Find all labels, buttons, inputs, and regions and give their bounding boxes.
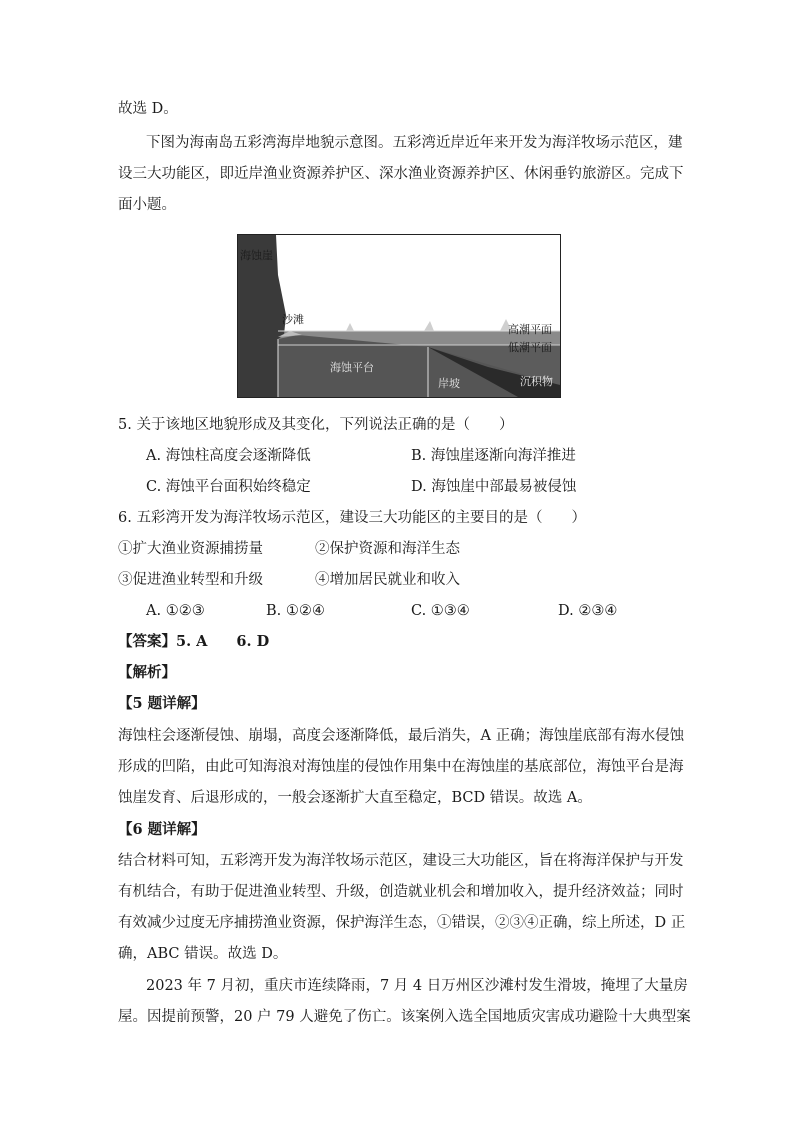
q6-option-d: D. ②③④	[558, 603, 618, 619]
label-low-tide: 低潮平面	[508, 341, 552, 354]
detail-6-line: 确，ABC 错误。故选 D。	[118, 946, 288, 962]
q5-option-a: A. 海蚀柱高度会逐渐降低	[146, 448, 311, 464]
coastal-landform-figure	[237, 234, 561, 398]
q6-option-b: B. ①②④	[266, 603, 325, 619]
label-beach: 沙滩	[282, 313, 304, 326]
text-line: 设三大功能区，即近岸渔业资源养护区、深水渔业资源养护区、休闲垂钓旅游区。完成下	[118, 166, 684, 182]
text-line: 故选 D。	[118, 101, 178, 117]
q6-statement-4: ④增加居民就业和收入	[315, 572, 460, 588]
question-6-stem: 6. 五彩湾开发为海洋牧场示范区，建设三大功能区的主要目的是（ ）	[118, 510, 586, 526]
detail-5-line: 海蚀柱会逐渐侵蚀、崩塌，高度会逐渐降低，最后消失，A 正确；海蚀崖底部有海水侵蚀	[118, 728, 685, 744]
question-5-stem: 5. 关于该地区地貌形成及其变化，下列说法正确的是（ ）	[118, 417, 514, 433]
q5-option-d: D. 海蚀崖中部最易被侵蚀	[411, 479, 577, 495]
label-cliff: 海蚀崖	[240, 249, 273, 262]
q6-option-c: C. ①③④	[411, 603, 470, 619]
text-line: 2023 年 7 月初，重庆市连续降雨，7 月 4 日万州区沙滩村发生滑坡，掩埋了大量房	[146, 978, 688, 994]
label-slope: 岸坡	[438, 377, 460, 390]
label-platform: 海蚀平台	[330, 361, 374, 374]
detail-5-line: 形成的凹陷，由此可知海浪对海蚀崖的侵蚀作用集中在海蚀崖的基底部位，海蚀平台是海	[118, 759, 684, 775]
label-sediment: 沉积物	[520, 375, 553, 388]
q6-statement-3: ③促进渔业转型和升级	[118, 572, 263, 588]
label-high-tide: 高潮平面	[508, 323, 552, 336]
detail-6-line: 有机结合，有助于促进渔业转型、升级，创造就业机会和增加收入，提升经济效益；同时	[118, 884, 684, 900]
q6-statement-2: ②保护资源和海洋生态	[315, 541, 460, 557]
detail-6-line: 结合材料可知，五彩湾开发为海洋牧场示范区，建设三大功能区，旨在将海洋保护与开发	[118, 853, 684, 869]
detail-5-line: 蚀崖发育、后退形成的，一般会逐渐扩大直至稳定，BCD 错误。故选 A。	[118, 790, 592, 806]
text-line: 下图为海南岛五彩湾海岸地貌示意图。五彩湾近岸近年来开发为海洋牧场示范区，建	[146, 135, 683, 151]
text-line: 面小题。	[118, 197, 176, 213]
q6-statement-1: ①扩大渔业资源捕捞量	[118, 541, 263, 557]
q5-option-b: B. 海蚀崖逐渐向海洋推进	[411, 448, 576, 464]
detail-5-head: 【5 题详解】	[118, 695, 206, 712]
answer-line: 【答案】5. A 6. D	[118, 633, 270, 650]
q5-option-c: C. 海蚀平台面积始终稳定	[146, 479, 311, 495]
analysis-head: 【解析】	[118, 664, 176, 681]
text-line: 屋。因提前预警，20 户 79 人避免了伤亡。该案例入选全国地质灾害成功避险十大典型案	[118, 1009, 691, 1025]
q6-option-a: A. ①②③	[146, 603, 205, 619]
detail-6-head: 【6 题详解】	[118, 821, 206, 838]
detail-6-line: 有效减少过度无序捕捞渔业资源，保护海洋生态，①错误，②③④正确，综上所述，D 正	[118, 915, 686, 931]
